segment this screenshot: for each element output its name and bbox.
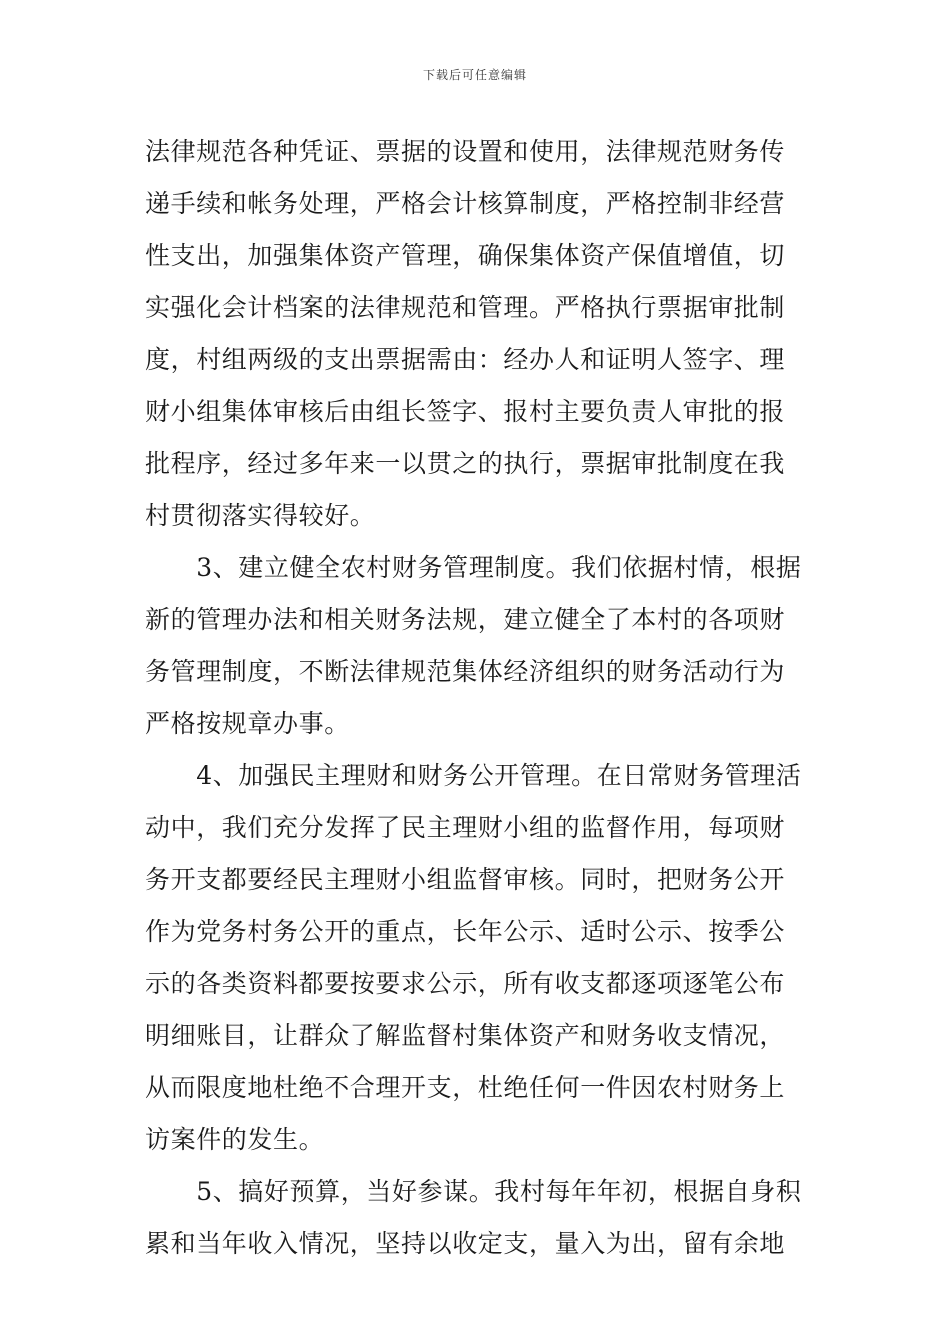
document-body [145,126,807,1270]
paragraph-3-start: 3、建立健全农村财务管理制度。我们依据村情，根据 [145,553,802,582]
paragraph-5-start: 5、搞好预算，当好参谋。我村每年年初，根据自身积 [145,1177,802,1206]
text-line: 性支出，加强集体资产管理，确保集体资产保值增值，切 [145,241,786,270]
text-line: 务开支都要经民主理财小组监督审核。同时，把财务公开 [145,865,786,894]
text-line: 累和当年收入情况，坚持以收定支，量入为出，留有余地 [145,1229,786,1258]
text-line: 递手续和帐务处理，严格会计核算制度，严格控制非经营 [145,189,786,218]
text-line: 严格按规章办事。 [145,709,350,738]
text-line: 村贯彻落实得较好。 [145,501,376,530]
text-line: 新的管理办法和相关财务法规，建立健全了本村的各项财 [145,605,786,634]
text-line: 度，村组两级的支出票据需由：经办人和证明人签字、理 [145,345,786,374]
text-line: 从而限度地杜绝不合理开支，杜绝任何一件因农村财务上 [145,1073,786,1102]
text-line: 务管理制度，不断法律规范集体经济组织的财务活动行为 [145,657,786,686]
text-line: 明细账目，让群众了解监督村集体资产和财务收支情况， [145,1021,786,1050]
text-line: 批程序，经过多年来一以贯之的执行，票据审批制度在我 [145,449,786,478]
download-note: 下载后可任意编辑 [422,68,527,82]
text-line: 访案件的发生。 [145,1125,325,1154]
text-line: 财小组集体审核后由组长签字、报村主要负责人审批的报 [145,397,786,426]
text-line: 动中，我们充分发挥了民主理财小组的监督作用，每项财 [145,813,786,842]
text-line: 实强化会计档案的法律规范和管理。严格执行票据审批制 [145,293,786,322]
text-line: 示的各类资料都要按要求公示，所有收支都逐项逐笔公布 [145,969,786,998]
text-line: 作为党务村务公开的重点，长年公示、适时公示、按季公 [145,917,786,946]
text-line: 法律规范各种凭证、票据的设置和使用，法律规范财务传 [145,137,786,166]
paragraph-4-start: 4、加强民主理财和财务公开管理。在日常财务管理活 [145,761,802,790]
